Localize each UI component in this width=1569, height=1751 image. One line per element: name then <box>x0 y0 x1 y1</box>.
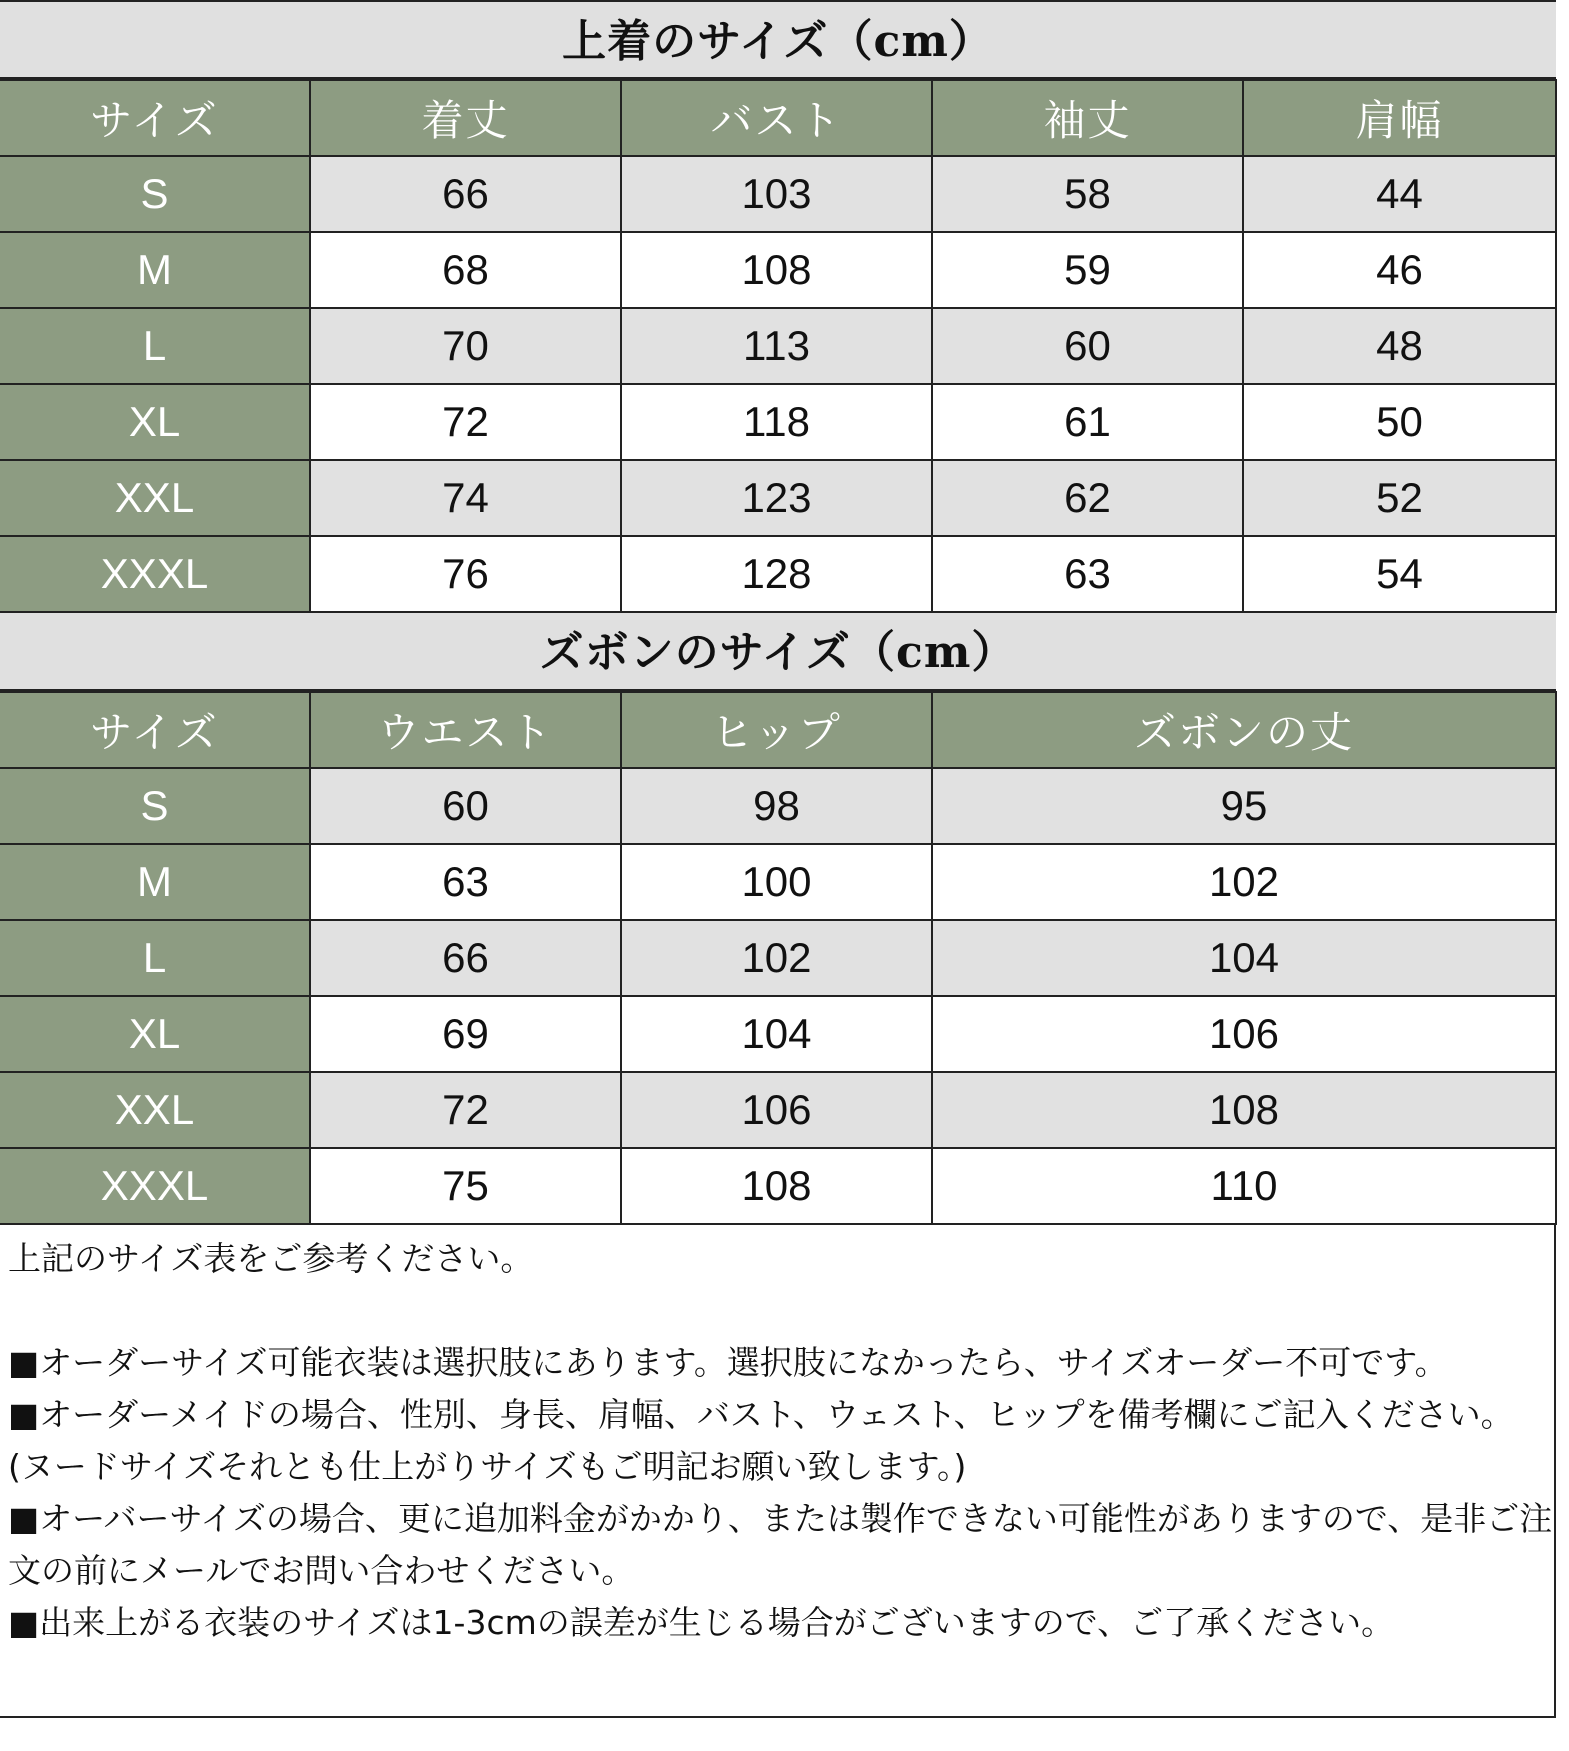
top-header-shoulder: 肩幅 <box>1243 80 1556 156</box>
table-cell: 113 <box>621 308 932 384</box>
table-cell: 104 <box>621 996 932 1072</box>
note-item: ■オーダーサイズ可能衣装は選択肢にあります。選択肢になかったら、サイズオーダー不可です。 <box>8 1343 1448 1382</box>
table-cell: 63 <box>932 536 1243 612</box>
top-header-sleeve: 袖丈 <box>932 80 1243 156</box>
table-cell: 128 <box>621 536 932 612</box>
table-row <box>0 384 1556 460</box>
table-cell: 72 <box>310 384 621 460</box>
table-cell: 108 <box>621 1148 932 1224</box>
table-cell: 74 <box>310 460 621 536</box>
note-item: ■オーバーサイズの場合、更に追加料金がかかり、または製作できない可能性がありますので、是非ご注文の前にメールでお問い合わせください。 <box>8 1499 1553 1590</box>
table-row <box>0 1148 1556 1224</box>
table-cell: 110 <box>932 1148 1556 1224</box>
pants-header-hip: ヒップ <box>621 692 932 768</box>
table-cell: 48 <box>1243 308 1556 384</box>
size-label: M <box>0 232 310 308</box>
table-cell: 76 <box>310 536 621 612</box>
spacer <box>8 1285 1554 1337</box>
table-cell: 66 <box>310 920 621 996</box>
table-row <box>0 156 1556 232</box>
table-cell: 102 <box>932 844 1556 920</box>
table-cell: 108 <box>932 1072 1556 1148</box>
table-cell: 63 <box>310 844 621 920</box>
table-cell: 50 <box>1243 384 1556 460</box>
table-cell: 100 <box>621 844 932 920</box>
table-row <box>0 460 1556 536</box>
table-cell: 72 <box>310 1072 621 1148</box>
table-cell: 106 <box>932 996 1556 1072</box>
top-size-table <box>0 79 1557 613</box>
table-cell: 46 <box>1243 232 1556 308</box>
pants-header-size: サイズ <box>0 692 310 768</box>
table-row <box>0 768 1556 844</box>
table-cell: 102 <box>621 920 932 996</box>
top-table-title: 上着のサイズ（cm） <box>0 0 1556 79</box>
size-label: XL <box>0 996 310 1072</box>
pants-header-length: ズボンの丈 <box>932 692 1556 768</box>
table-row <box>0 308 1556 384</box>
table-cell: 103 <box>621 156 932 232</box>
pants-header-waist: ウエスト <box>310 692 621 768</box>
table-row <box>0 844 1556 920</box>
table-cell: 44 <box>1243 156 1556 232</box>
table-cell: 62 <box>932 460 1243 536</box>
table-cell: 70 <box>310 308 621 384</box>
pants-table-title: ズボンのサイズ（cm） <box>0 613 1556 691</box>
top-table-header-row <box>0 80 1556 156</box>
table-row <box>0 536 1556 612</box>
table-cell: 123 <box>621 460 932 536</box>
size-label: XXL <box>0 460 310 536</box>
table-row <box>0 1072 1556 1148</box>
size-label: XL <box>0 384 310 460</box>
table-cell: 98 <box>621 768 932 844</box>
size-label: L <box>0 920 310 996</box>
note-item: ■出来上がる衣装のサイズは1-3cmの誤差が生じる場合がございますので、ご了承ください。 <box>8 1603 1395 1642</box>
top-header-size: サイズ <box>0 80 310 156</box>
pants-size-table <box>0 691 1557 1225</box>
table-cell: 61 <box>932 384 1243 460</box>
size-label: M <box>0 844 310 920</box>
table-cell: 52 <box>1243 460 1556 536</box>
table-cell: 106 <box>621 1072 932 1148</box>
size-label: S <box>0 768 310 844</box>
table-cell: 104 <box>932 920 1556 996</box>
table-cell: 54 <box>1243 536 1556 612</box>
table-cell: 60 <box>932 308 1243 384</box>
top-header-bust: バスト <box>621 80 932 156</box>
size-label: XXXL <box>0 536 310 612</box>
size-notes <box>0 1225 1556 1718</box>
table-cell: 59 <box>932 232 1243 308</box>
notes-intro: 上記のサイズ表をご参考ください。 <box>8 1239 534 1278</box>
size-label: S <box>0 156 310 232</box>
top-header-length: 着丈 <box>310 80 621 156</box>
table-cell: 75 <box>310 1148 621 1224</box>
size-label: XXXL <box>0 1148 310 1224</box>
table-cell: 108 <box>621 232 932 308</box>
pants-table-header-row <box>0 692 1556 768</box>
note-item: ■オーダーメイドの場合、性別、身長、肩幅、バスト、ウェスト、ヒップを備考欄にご記入ください。(ヌードサイズそれとも仕上がりサイズもご明記お願い致します。) <box>8 1395 1514 1486</box>
table-row <box>0 996 1556 1072</box>
table-row <box>0 232 1556 308</box>
table-cell: 69 <box>310 996 621 1072</box>
size-label: L <box>0 308 310 384</box>
table-cell: 58 <box>932 156 1243 232</box>
table-row <box>0 920 1556 996</box>
table-cell: 68 <box>310 232 621 308</box>
table-cell: 60 <box>310 768 621 844</box>
table-cell: 95 <box>932 768 1556 844</box>
table-cell: 118 <box>621 384 932 460</box>
table-cell: 66 <box>310 156 621 232</box>
size-label: XXL <box>0 1072 310 1148</box>
